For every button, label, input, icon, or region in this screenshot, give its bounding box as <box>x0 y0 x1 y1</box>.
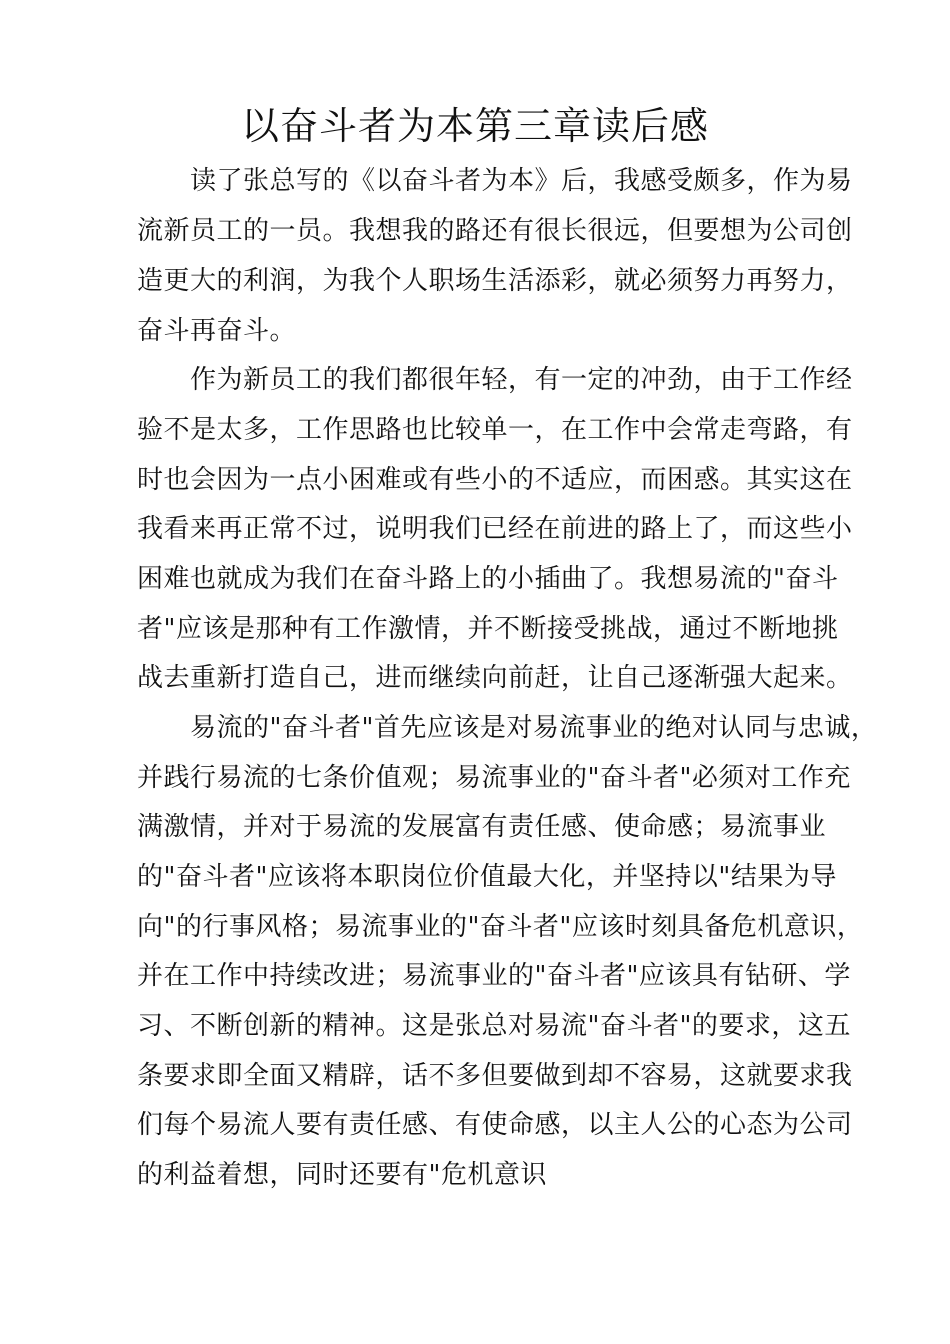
paragraph-3-line-3: 满激情，并对于易流的发展富有责任感、使命感；易流事业 <box>137 812 827 842</box>
paragraph-3-line-8: 条要求即全面又精辟，话不多但要做到却不容易，这就要求我 <box>137 1061 853 1091</box>
paragraph-3-line-6: 并在工作中持续改进；易流事业的"奋斗者"应该具有钻研、学 <box>137 961 851 991</box>
paragraph-3-line-5: 向"的行事风格；易流事业的"奋斗者"应该时刻具备危机意识， <box>137 912 864 942</box>
paragraph-2-line-1: 作为新员工的我们都很年轻，有一定的冲劲，由于工作经 <box>190 365 853 395</box>
paragraph-3-line-1: 易流的"奋斗者"首先应该是对易流事业的绝对认同与忠诚， <box>190 713 878 743</box>
paragraph-3-line-2: 并践行易流的七条价值观；易流事业的"奋斗者"必须对工作充 <box>137 763 851 793</box>
paragraph-1-line-1: 读了张总写的《以奋斗者为本》后，我感受颇多，作为易 <box>190 166 853 196</box>
paragraph-3-line-7: 习、不断创新的精神。这是张总对易流"奋斗者"的要求，这五 <box>137 1011 851 1041</box>
paragraph-2-line-3: 时也会因为一点小困难或有些小的不适应，而困惑。其实这在 <box>137 465 853 495</box>
paragraph-3-line-10: 的利益着想，同时还要有"危机意识 <box>137 1160 547 1190</box>
document-title: 以奋斗者为本第三章读后感 <box>240 104 709 148</box>
paragraph-3-line-4: 的"奋斗者"应该将本职岗位价值最大化，并坚持以"结果为导 <box>137 862 837 892</box>
paragraph-3-line-9: 们每个易流人要有责任感、有使命感，以主人公的心态为公司 <box>137 1110 853 1140</box>
paragraph-2-line-4: 我看来再正常不过，说明我们已经在前进的路上了，而这些小 <box>137 514 853 544</box>
paragraph-2-line-6: 者"应该是那种有工作激情，并不断接受挑战，通过不断地挑 <box>137 614 839 644</box>
paragraph-2-line-2: 验不是太多，工作思路也比较单一，在工作中会常走弯路，有 <box>137 415 853 445</box>
paragraph-1-line-4: 奋斗再奋斗。 <box>137 316 297 346</box>
paragraph-2-line-5: 困难也就成为我们在奋斗路上的小插曲了。我想易流的"奋斗 <box>137 564 839 594</box>
paragraph-1-line-2: 流新员工的一员。我想我的路还有很长很远，但要想为公司创 <box>137 216 853 246</box>
paragraph-2-line-7: 战去重新打造自己，进而继续向前赶，让自己逐渐强大起来。 <box>137 663 853 693</box>
paragraph-1-line-3: 造更大的利润，为我个人职场生活添彩，就必须努力再努力， <box>137 266 853 296</box>
